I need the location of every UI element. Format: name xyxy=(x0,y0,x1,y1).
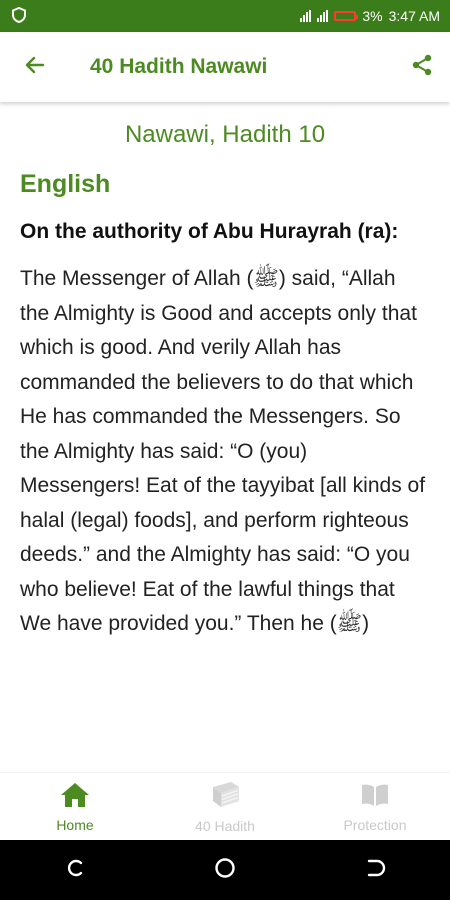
share-icon xyxy=(410,53,434,82)
narrator-line: On the authority of Abu Hurayrah (ra): xyxy=(20,220,399,243)
home-icon xyxy=(60,782,90,813)
nav-label: Protection xyxy=(343,816,407,833)
share-button[interactable] xyxy=(394,32,450,102)
back-icon[interactable] xyxy=(364,857,386,884)
nav-home[interactable] xyxy=(0,773,150,841)
status-bar xyxy=(0,0,450,32)
shield-icon xyxy=(12,7,26,26)
open-book-icon xyxy=(360,782,390,813)
page-title: 40 Hadith Nawawi xyxy=(90,55,268,78)
home-circle-icon[interactable] xyxy=(213,856,237,885)
back-button[interactable] xyxy=(0,32,70,102)
language-heading: English xyxy=(20,170,111,198)
nav-40-hadith[interactable] xyxy=(150,773,300,841)
battery-icon xyxy=(334,11,356,21)
app-bar xyxy=(0,32,450,102)
nav-protection[interactable] xyxy=(300,773,450,841)
book-icon xyxy=(209,781,241,814)
hadith-reference: Nawawi, Hadith 10 xyxy=(124,121,326,148)
bottom-navigation xyxy=(0,772,450,841)
signal-icon xyxy=(300,10,311,22)
system-navigation-bar xyxy=(0,840,450,900)
recent-apps-icon[interactable] xyxy=(64,857,86,884)
battery-level: 3% xyxy=(362,8,383,24)
signal-icon xyxy=(317,10,328,22)
hadith-text: The Messenger of Allah (ﷺ) said, “Allah the Almighty is Good and accepts only that which is good. And verily Allah has commanded the believers to do that which He has commanded the Messengers. So the Almighty has said: “O (you) Messengers! Eat of the tayyibat [all kinds of halal (legal) foods], and perform righteous deeds.” and the Almighty has said: “O you who believe! Eat of the lawful things that We have provided you.” Then he (ﷺ) xyxy=(20,267,426,635)
clock: 3:47 AM xyxy=(388,8,440,24)
nav-label: Home xyxy=(56,816,94,833)
hadith-content[interactable] xyxy=(0,102,450,772)
arrow-left-icon xyxy=(23,53,47,82)
nav-label: 40 Hadith xyxy=(195,817,255,834)
